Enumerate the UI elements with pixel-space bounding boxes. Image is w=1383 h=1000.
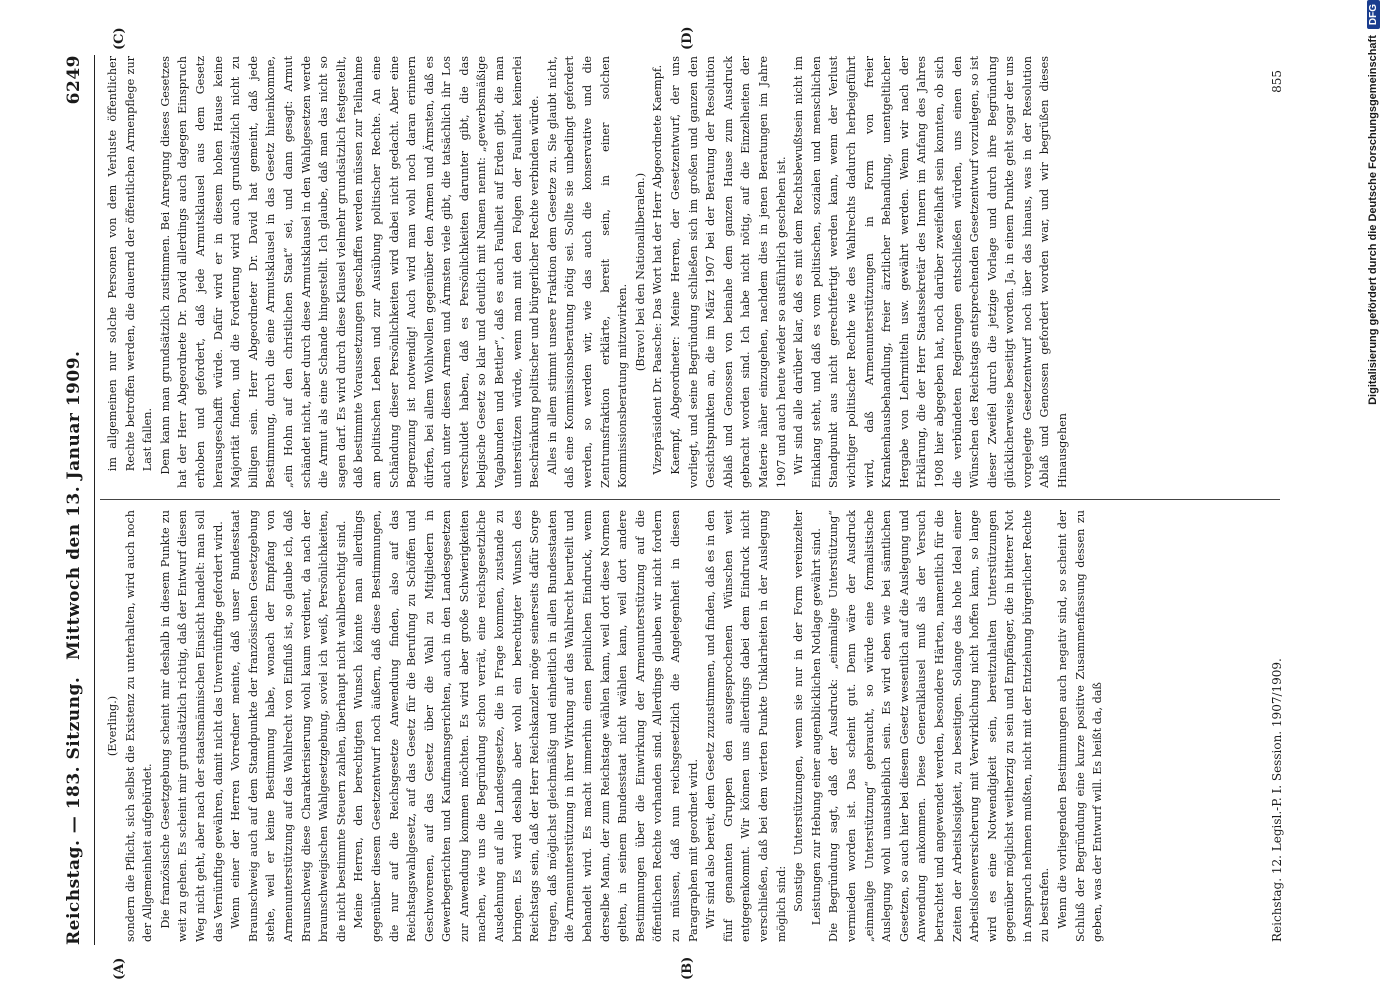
- left-paragraph: Die Begründung sagt, daß der Ausdruck: „einmalige Unterstützung“ vermieden worden ist. Das scheint gut. Denn wäre der Ausdruck „einmalige Unterstützung“ gebraucht, so würde eine formalistische Auslegung wohl unausbleiblich sein. Es wird eben wie bei sämtlichen Gesetzen, so auch hier bei diesem Gesetz wesentlich auf die Auslegung und Anwendung ankommen. Diese Generalklausel muß als der Versuch betrachtet und angewendet werden, besondere Härten, namentlich für die Zeiten der Arbeitslosigkeit, zu beseitigen. Solange das hohe Ideal einer Arbeitslosenversicherung mit Verwirklichung nicht hoffen kann, so lange wird es eine Notwendigkeit sein, bereitzuhalten Unterstützungen gegenüber möglichst weitherzig zu sein und Empfänger, die in bitterer Not in Anspruch nehmen mußten, nicht mit der Entziehung bürgerlicher Rechte zu bestrafen.: [827, 510, 1052, 942]
- header-rule: [94, 55, 95, 945]
- page-number: 6249: [64, 55, 84, 105]
- left-paragraph: Wenn die vorliegenden Bestimmungen auch negativ sind, so scheint der Schluß der Begründung eine kurze positive Zusammenfassung dessen zu geben, was der Entwurf will. Es heißt da, daß: [1056, 510, 1105, 942]
- margin-marker-a: (A): [112, 957, 127, 980]
- digitization-credit: [1359, 0, 1383, 1000]
- footer-session-info: Reichstag. 12. Legisl.-P. I. Session. 1907/1909.: [1270, 658, 1284, 942]
- applause-note: (Bravo! bei den Nationalliberalen.): [633, 172, 647, 372]
- page-header: [60, 55, 94, 945]
- margin-marker-b: (B): [680, 956, 695, 980]
- dfg-logo: DFG: [1367, 0, 1380, 29]
- right-text-column: [104, 56, 1264, 488]
- left-text-column: [104, 510, 1264, 942]
- right-quote: im allgemeinen nur solche Personen von dem Verluste öffentlicher Rechte betroffen werden, die dauernd der öffentlichen Armenpflege zur Last fallen.: [106, 56, 155, 472]
- speaker-tag: (Everling.): [106, 695, 119, 757]
- right-paragraph: Wir sind alle darüber klar, daß es mit dem Rechtsbewußtsein nicht im Einklang steht, und daß es vom politischen, sozialen und menschlichen Standpunkt aus nicht gerechtfertigt werden kann, wenn der Verlust wichtiger politischer Rechte wie des Wahlrechts dadurch herbeigeführt wird, daß Armenunterstützungen in Form von freier Krankenhausbehandlung, freier ärztlicher Behandlung, unentgeltlicher Hergabe von Lehrmitteln usw. gewährt werden. Wenn wir nach der Erklärung, die der Herr Staatssekretär des Innern im Anfang des Jahres 1908 hier abgegeben hat, noch darüber zweifelhaft sein konnten, ob sich die verbündeten Regierungen entschließen würden, uns einen den Wünschen des Reichstags entsprechenden Gesetzentwurf vorzulegen, so ist dieser Zweifel durch die jetzige Vorlage und durch ihre Begründung glücklicherweise beseitigt worden. Ja, in einem Punkte geht sogar der uns vorgelegte Gesetzentwurf noch über das hinaus, was in der Resolution Ablaß und Genossen gefordert worden war, und wir begrüßen dieses Hinausgehen: [792, 56, 1070, 488]
- margin-marker-d: (D): [680, 26, 695, 50]
- column-divider: [100, 499, 1280, 500]
- header-session: Reichstag. — 183. Sitzung.: [64, 676, 84, 945]
- footer-sheet-number: 855: [1270, 70, 1284, 93]
- left-paragraph: Meine Herren, den berechtigten Wunsch könnte man allerdings gegenüber diesem Gesetzentwurf noch äußern, daß diese Bestimmungen, die nur auf die Reichsgesetze Anwendung finden, also auf das Reichstagswahlgesetz, auf das Gesetz für die Berufung zu Schöffen und Geschworenen, auf das Gesetz über die Wahl zu Mitgliedern in Gewerbegerichten und Kaufmannsgerichten, auch in den Landesgesetzen zur Anwendung kommen möchten. Es wird aber große Schwierigkeiten machen, wie uns die Begründung schon verrät, eine reichsgesetzliche Ausdehnung auf alle Landesgesetze, die in Frage kommen, zustande zu bringen. Es wird deshalb aber wohl ein berechtigter Wunsch des Reichstags sein, daß der Herr Reichskanzler möge seinerseits dafür Sorge tragen, daß möglichst gleichmäßig und einheitlich in allen Bundesstaaten die Armenunterstützung in ihrer Wirkung auf das Wahlrecht beurteilt und behandelt wird. Es macht immerhin einen peinlichen Eindruck, wenn derselbe Mann, der zum Reichstage wählen kann, weil dort diese Normen gelten, in seinem Bundesstaat nicht wählen kann, weil dort andere Bestimmungen über die Einwirkung der Armenunterstützung auf die öffentlichen Rechte vorhanden sind. Allerdings glauben wir nicht fordern zu müssen, daß nun reichsgesetzlich die Angelegenheit in diesen Paragraphen mit geordnet wird.: [352, 510, 700, 942]
- left-quote: Sonstige Unterstützungen, wenn sie nur in der Form vereinzelter Leistungen zur Hebung einer augenblicklichen Notlage gewährt sind.: [792, 510, 823, 926]
- right-paragraph: Dem kann man grundsätzlich zustimmen. Bei Anregung dieses Gesetzes hat der Herr Abgeordnete Dr. David allerdings auch dagegen Einspruch erhoben und gefordert, daß jede Armutsklausel aus dem Gesetz herausgeschafft würde. Dafür wird er in diesem hohen Hause keine Majorität finden, und die Forderung wird auch grundsätzlich nicht zu billigen sein. Herr Abgeordneter Dr. David hat gemeint, daß jede Bestimmung, durch die eine Armutsklausel in das Gesetz hineinkomme, „ein Hohn auf den christlichen Staat“ sei, und dann gesagt: Armut schändet nicht, aber durch diese Armutsklausel in den Wahlgesetzen werde die Armut als eine Schande hingestellt. Ich glaube, daß man das nicht so sagen darf. Es wird durch diese Klausel vielmehr grundsätzlich festgestellt, daß bestimmte Voraussetzungen geschaffen werden müssen zur Teilnahme am politischen Leben und zur Ausübung politischer Rechte. An eine Schändung dieser Persönlichkeiten wird dabei nicht gedacht. Aber eine Begrenzung ist notwendig! Auch wird man wohl noch daran erinnern dürfen, bei allem Wohlwollen gegenüber den Armen und Ärmsten, daß es auch unter diesen Armen und Ärmsten viele gibt, die tatsächlich ihr Los verschuldet haben, daß es Persönlichkeiten darunter gibt, die das belgische Gesetz so klar und deutlich mit Namen nennt: „gewerbsmäßige Vagabunden und Bettler“, daß es auch Faulheit auf Erden gibt, die man unterstützen würde, wenn man mit den Folgen der Faulheit keinerlei Beschränkung politischer und bürgerlicher Rechte verbinden würde.: [158, 56, 542, 488]
- margin-marker-c: (C): [112, 27, 127, 50]
- header-date: Mittwoch den 13. Januar 1909.: [64, 350, 84, 660]
- left-paragraph: Wir sind also bereit, dem Gesetz zuzustimmen, und finden, daß es in den fünf genannten Gruppen den ausgesprochenen Wünschen weit entgegenkommt. Wir können uns allerdings dabei dem Eindruck nicht verschließen, daß bei dem vierten Punkte Unklarheiten in der Auslegung möglich sind:: [704, 510, 788, 942]
- right-paragraph: Alles in allem stimmt unsere Fraktion dem Gesetze zu. Sie glaubt nicht, daß eine Kommissionsberatung nötig sei. Sollte sie unbedingt gefordert werden, so werden wir, wie das auch die konservative und die Zentrumsfraktion erklärte, bereit sein, in einer solchen Kommissionsberatung mitzuwirken.: [545, 56, 630, 488]
- credit-text: Digitalisierung gefördert durch die Deutsche Forschungsgemeinschaft: [1367, 35, 1379, 405]
- right-paragraph: Kaempf, Abgeordneter: Meine Herren, der Gesetzentwurf, der uns vorliegt, und seine Begründung schließen sich im großen und ganzen den Gesichtspunkten an, die im März 1907 bei der Beratung der Resolution Ablaß und Genossen von beinahe dem ganzen Hause zum Ausdruck gebracht worden sind. Ich habe nicht nötig, auf die Einzelheiten der Materie näher einzugehen, nachdem dies in jenen Beratungen im Jahre 1907 und auch heute wieder so ausführlich geschehen ist.: [669, 56, 788, 488]
- digitization-credit-strip: [1355, 0, 1383, 1000]
- left-paragraph: Die französische Gesetzgebung scheint mir deshalb in diesem Punkte zu weit zu gehen. Es scheint mir grundsätzlich richtig, daß der Entwurf diesen Weg nicht geht, aber nach der staatsmännischen Einsicht handelt: man soll das Vernünftige gewähren, damit nicht das Unvernünftige gefordert wird.: [158, 510, 225, 942]
- left-paragraph: Wenn einer der Herren Vorredner meinte, daß unser Bundesstaat Braunschweig auch auf dem Standpunkte der französischen Gesetzgebung stehe, weil er keine Bestimmung habe, wonach der Empfang von Armenunterstützung auf das Wahlrecht von Einfluß ist, so glaube ich, daß Braunschweig diese Charakterisierung wohl kaum verdient, da nach der braunschweigischen Wahlgesetzgebung, soviel ich weiß, Persönlichkeiten, die nicht bestimmte Steuern zahlen, überhaupt nicht wahlberechtigt sind.: [229, 510, 348, 942]
- left-paragraph: sondern die Pflicht, sich selbst die Existenz zu unterhalten, wird auch noch der Allgemeinheit aufgebürdet.: [123, 510, 155, 942]
- right-paragraph: Vizepräsident Dr. Paasche: Das Wort hat der Herr Abgeordnete Kaempf.: [651, 64, 665, 475]
